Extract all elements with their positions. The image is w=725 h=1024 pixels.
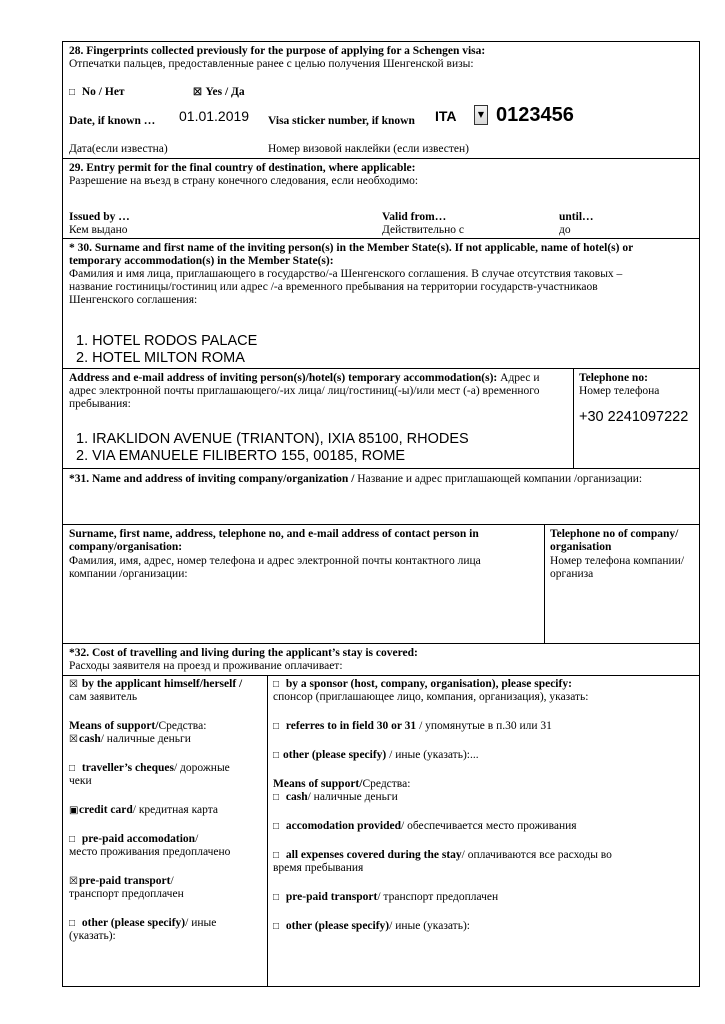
left-transport-ru-b: транспорт предоплачен [69, 888, 184, 900]
s31-title-block [69, 473, 693, 486]
left-cash-ru: / наличные деньги [100, 733, 191, 745]
yes-checkbox-icon: ☒ [193, 87, 202, 98]
address-1[interactable]: 1. IRAKLIDON AVENUE (TRIANTON), IXIA 85100, RHODES [76, 431, 469, 447]
all-expenses-checkbox-icon: □ [273, 850, 280, 861]
sticker-ru: Номер визовой наклейки (если известен) [268, 143, 470, 155]
right-other-label: other (please specify) [283, 749, 387, 761]
hotel-1[interactable]: 1. HOTEL RODOS PALACE [76, 333, 258, 349]
visa-form-page [62, 41, 700, 987]
accom-provided-ru: / обеспечивается место проживания [401, 820, 577, 832]
s30-ru-line3: Шенгенского соглашения: [69, 294, 198, 306]
referred-label: referres to in field 30 or 31 [283, 720, 417, 732]
section-31-contact [63, 525, 699, 644]
left-means-ru: Средства: [158, 720, 207, 732]
s28-title-ru: Отпечатки пальцев, предоставленные ранее с целью получения Шенгенской визы: [69, 58, 474, 70]
right-cash-ru: / наличные деньги [307, 791, 398, 803]
cheques-label: traveller’s cheques [79, 762, 174, 774]
right-transport-checkbox-icon: □ [273, 892, 280, 903]
applicant-self-ru: сам заявитель [69, 691, 138, 703]
date-label: Date, if known … [69, 115, 156, 127]
phone-ru: Номер телефона [579, 385, 660, 397]
credit-card-checkbox-icon: ▣ [69, 805, 79, 816]
left-transport-checkbox-icon: ☒ [69, 876, 78, 887]
credit-card-option[interactable] [69, 804, 218, 817]
right-transport-option[interactable] [273, 891, 498, 904]
issued-by-label: Issued by … [69, 211, 130, 223]
no-checkbox-icon: □ [69, 87, 76, 98]
section-29 [63, 159, 699, 239]
cheques-option[interactable] [69, 762, 230, 775]
applicant-self-option[interactable] [69, 678, 242, 691]
date-ru: Дата(если известна) [69, 143, 168, 155]
s30-ru-line1: Фамилия и имя лица, приглашающего в государство/-а Шенгенского соглашения. В случае отсутствия таковых – [69, 268, 623, 280]
left-cash-option[interactable] [69, 733, 191, 746]
company-phone-title-line1: Telephone no of company/ [550, 528, 679, 540]
prepaid-accom-label: pre-paid accomodation [79, 833, 196, 845]
until-ru: до [559, 224, 571, 236]
right-means-ru: Средства: [362, 778, 411, 790]
right-other2-option[interactable] [273, 920, 470, 933]
referred-ru: / упомянутые в п.30 или 31 [416, 720, 552, 732]
phone-title: Telephone no: [579, 372, 648, 384]
right-other-checkbox-icon: □ [273, 750, 280, 761]
contact-title [69, 528, 479, 554]
prepaid-accom-checkbox-icon: □ [69, 834, 76, 845]
contact-ru [69, 555, 481, 581]
s32-title-ru: Расходы заявителя на проезд и проживание оплачивает: [69, 660, 343, 672]
section-28 [63, 42, 699, 159]
applicant-self-label: by the applicant himself/herself / [79, 678, 243, 690]
left-transport-ru-a: / [170, 875, 174, 887]
left-other-checkbox-icon: □ [69, 918, 76, 929]
applicant-self-checkbox-icon: ☒ [69, 679, 78, 690]
contact-ru-line2: компании /организации: [69, 568, 188, 580]
all-expenses-ru-b: время пребывания [273, 862, 364, 874]
s29-title: 29. Entry permit for the final country of destination, where applicable: [69, 162, 416, 174]
right-means-label: Means of support/ [273, 778, 363, 790]
left-other-label: other (please specify) [79, 917, 186, 929]
all-expenses-ru-a: / оплачиваются все расходы во [461, 849, 612, 861]
left-transport-option[interactable] [69, 875, 174, 888]
s31-title: *31. Name and address of inviting company/organization / [69, 473, 355, 485]
s30-title-line1: * 30. Surname and first name of the inviting person(s) in the Member State(s). If not applicable, name of hotel(s) or [69, 242, 634, 254]
left-cash-label: cash [79, 733, 101, 745]
right-means-of-support [273, 778, 410, 791]
right-other2-label: other (please specify) [283, 920, 390, 932]
all-expenses-label: all expenses covered during the stay [283, 849, 462, 861]
contact-title-line1: Surname, first name, address, telephone no, and e-mail address of contact person in [69, 528, 479, 540]
right-other-ru: / иные (указать):... [386, 749, 479, 761]
sponsor-option[interactable] [273, 678, 572, 691]
address-title-block [69, 372, 569, 411]
chevron-down-icon: ▼ [474, 105, 488, 125]
yes-label: Yes / Да [205, 86, 245, 98]
s28-title: 28. Fingerprints collected previously for the purpose of applying for a Schengen visa: [69, 45, 486, 57]
company-phone-ru [550, 555, 684, 581]
valid-from-label: Valid from… [382, 211, 447, 223]
valid-from-ru: Действительно с [382, 224, 464, 236]
s29-title-ru: Разрешение на въезд в страну конечного следования, если необходимо: [69, 175, 419, 187]
date-value[interactable]: 01.01.2019 [179, 108, 250, 124]
right-cash-option[interactable] [273, 791, 398, 804]
no-label: No / Нет [81, 86, 125, 98]
issued-by-ru: Кем выдано [69, 224, 128, 236]
prepaid-accom-ru-a: / [195, 833, 199, 845]
left-means-label: Means of support/ [69, 720, 159, 732]
sticker-label: Visa sticker number, if known [268, 115, 415, 127]
address-ru-line3: пребывания: [69, 398, 131, 410]
address-ru-a: Адрес и [497, 372, 540, 384]
address-2[interactable]: 2. VIA EMANUELE FILIBERTO 155, 00185, ROME [76, 448, 406, 464]
right-transport-label: pre-paid transport [283, 891, 378, 903]
s31-title-ru: Название и адрес приглашающей компании /организации: [354, 473, 643, 485]
contact-title-line2: company/organisation: [69, 541, 183, 553]
referred-checkbox-icon: □ [273, 721, 280, 732]
company-phone-ru-line2: организа [550, 568, 594, 580]
accom-provided-option[interactable] [273, 820, 577, 833]
left-other-option[interactable] [69, 917, 216, 930]
company-phone-title [550, 528, 678, 554]
until-label: until… [559, 211, 594, 223]
left-cash-checkbox-icon: ☒ [69, 734, 78, 745]
prepaid-accom-option[interactable] [69, 833, 198, 846]
prepaid-accom-ru-b: место проживания предоплачено [69, 846, 231, 858]
section-32 [63, 644, 699, 676]
sponsor-ru: спонсор (приглашающее лицо, компания, организация), указать: [273, 691, 589, 703]
right-other2-checkbox-icon: □ [273, 921, 280, 932]
section-30 [63, 239, 699, 369]
right-other-option[interactable] [273, 749, 479, 762]
cheques-checkbox-icon: □ [69, 763, 76, 774]
all-expenses-option[interactable] [273, 849, 612, 862]
left-other-ru-b: (указать): [69, 930, 116, 942]
section-31 [63, 469, 699, 525]
left-transport-label: pre-paid transport [79, 875, 171, 887]
right-cash-checkbox-icon: □ [273, 792, 280, 803]
right-transport-ru: / транспорт предоплачен [377, 891, 499, 903]
phone-value[interactable]: +30 2241097222 [579, 409, 689, 425]
cheques-ru-a: / дорожные [173, 762, 230, 774]
company-phone-ru-line1: Номер телефона компании/ [550, 555, 685, 567]
country-dropdown[interactable] [474, 105, 488, 125]
sticker-number[interactable]: 0123456 [496, 104, 574, 126]
section-30-address [63, 369, 699, 469]
s30-ru-line2: название гостиницы/гостиниц или адрес /-а временного пребывания на территории государств-участникаов [69, 281, 598, 293]
right-cash-label: cash [283, 791, 308, 803]
s30-title-line2: temporary accommodation(s) in the Member State(s): [69, 255, 334, 267]
section-32-body [63, 676, 699, 986]
left-other-ru-a: / иные [185, 917, 217, 929]
fingerprints-no-option[interactable] [69, 86, 125, 98]
contact-ru-line1: Фамилия, имя, адрес, номер телефона и адрес электронной почты контактного лица [69, 555, 481, 567]
s32-title: *32. Cost of travelling and living during the applicant’s stay is covered: [69, 647, 418, 659]
credit-card-label: credit card [79, 804, 133, 816]
hotel-2[interactable]: 2. HOTEL MILTON ROMA [76, 350, 245, 366]
sticker-country: ITA [435, 108, 457, 124]
company-phone-title-line2: organisation [550, 541, 612, 553]
left-means-of-support [69, 720, 206, 733]
fingerprints-yes-option[interactable] [193, 86, 245, 98]
address-ru-line2: адрес электронной почты приглашающего/-их лица/ лиц/гостиниц(-ы)/или мест (-а) временного [69, 385, 540, 397]
accom-provided-checkbox-icon: □ [273, 821, 280, 832]
sponsor-checkbox-icon: □ [273, 679, 280, 690]
credit-card-ru: / кредитная карта [132, 804, 218, 816]
address-title: Address and e-mail address of inviting person(s)/hotel(s) temporary accommodation(s): [69, 372, 498, 384]
sponsor-label: by a sponsor (host, company, organisation), please specify: [283, 678, 572, 690]
cheques-ru-b: чеки [69, 775, 92, 787]
accom-provided-label: accomodation provided [283, 820, 401, 832]
referred-option[interactable] [273, 720, 552, 733]
right-other2-ru: / иные (указать): [389, 920, 470, 932]
